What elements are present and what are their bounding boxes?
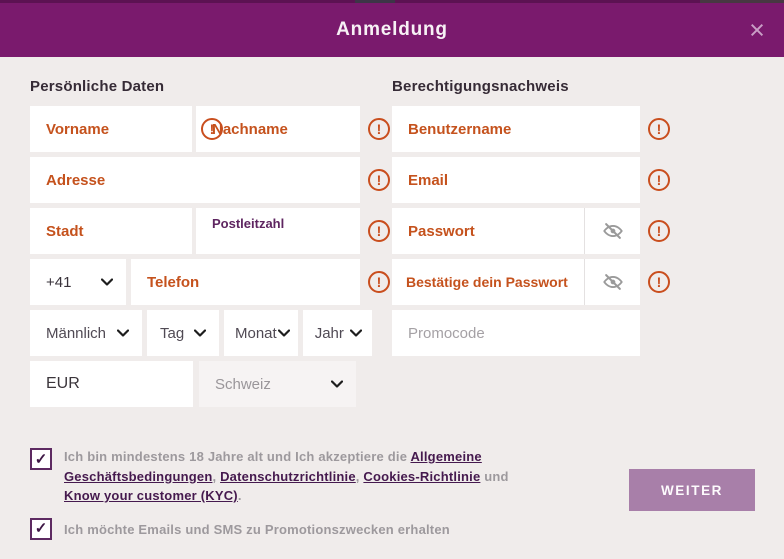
- day-select[interactable]: [147, 310, 219, 356]
- password-input[interactable]: [392, 208, 584, 254]
- email-row: [392, 157, 672, 203]
- city-input[interactable]: [30, 208, 192, 254]
- username-input[interactable]: [392, 106, 640, 152]
- close-icon: ×: [749, 14, 765, 45]
- link-kyc[interactable]: Know your customer (KYC): [64, 488, 238, 503]
- personal-data-heading: Persönliche Daten: [30, 78, 165, 95]
- terms-text: [64, 447, 546, 506]
- terms-separator: .: [237, 488, 242, 503]
- warning-icon: !: [368, 220, 390, 242]
- warning-icon: !: [648, 271, 670, 293]
- gender-dob-row: [30, 310, 392, 356]
- city-field: [30, 208, 192, 254]
- address-field: [30, 157, 360, 203]
- password-field: [392, 208, 640, 254]
- warning-icon: !: [648, 169, 670, 191]
- warning-icon: !: [201, 118, 223, 140]
- personal-data-section: [30, 78, 392, 412]
- confirm-password-field: [392, 259, 640, 305]
- username-row: [392, 106, 672, 152]
- phone-code-select[interactable]: [30, 259, 126, 305]
- marketing-checkbox[interactable]: [30, 518, 52, 540]
- gender-value: Männlich: [46, 324, 107, 342]
- terms-separator: ,: [212, 468, 221, 484]
- country-select[interactable]: [199, 361, 356, 407]
- terms-checkbox[interactable]: [30, 448, 52, 470]
- currency-input[interactable]: [30, 361, 193, 407]
- close-button[interactable]: [740, 13, 774, 47]
- promocode-field: [392, 310, 640, 356]
- day-value: Tag: [160, 324, 185, 342]
- credentials-heading: Berechtigungsnachweis: [392, 78, 569, 95]
- confirm-password-visibility-toggle[interactable]: [585, 259, 640, 305]
- promocode-input[interactable]: [392, 310, 640, 356]
- terms-text-prefix: Ich bin mindestens 18 Jahre alt und Ich akzeptiere die: [64, 449, 411, 464]
- chevron-down-icon: [101, 278, 113, 286]
- checkmark-icon: ✓: [34, 520, 48, 537]
- chevron-down-icon: [117, 329, 129, 337]
- address-row: [30, 157, 392, 203]
- confirm-password-input[interactable]: [392, 259, 584, 305]
- chevron-down-icon: [278, 329, 290, 337]
- marketing-consent-row: [30, 517, 605, 540]
- year-select[interactable]: [303, 310, 372, 356]
- warning-icon: !: [648, 118, 670, 140]
- currency-field[interactable]: [30, 361, 193, 407]
- phone-field: [131, 259, 360, 305]
- phone-code-value: +41: [46, 273, 72, 291]
- last-name-field: [196, 106, 360, 152]
- first-name-input[interactable]: [30, 106, 192, 152]
- modal-header: [0, 3, 784, 57]
- year-value: Jahr: [314, 324, 344, 342]
- username-field: [392, 106, 640, 152]
- chevron-down-icon: [331, 380, 343, 388]
- terms-consent-row: [30, 447, 605, 506]
- password-visibility-toggle[interactable]: [585, 208, 640, 254]
- warning-icon: !: [368, 271, 390, 293]
- link-terms[interactable]: Allgemeine Geschäftsbedingungen: [64, 449, 482, 484]
- phone-input[interactable]: [131, 259, 360, 305]
- first-name-field: [30, 106, 192, 152]
- chevron-down-icon: [350, 329, 362, 337]
- gender-select[interactable]: [30, 310, 142, 356]
- currency-country-row: [30, 361, 392, 407]
- eye-off-icon: [602, 271, 624, 293]
- link-privacy[interactable]: Datenschutzrichtlinie: [220, 468, 356, 484]
- terms-separator: und: [480, 468, 509, 484]
- phone-row: [30, 259, 392, 305]
- password-row: [392, 208, 672, 254]
- postal-code-field[interactable]: [196, 208, 360, 254]
- month-value: Monat: [235, 324, 277, 342]
- postal-code-label: Postleitzahl: [212, 216, 285, 231]
- warning-icon: !: [648, 220, 670, 242]
- warning-icon: !: [368, 169, 390, 191]
- email-field: [392, 157, 640, 203]
- consent-section: [30, 447, 605, 540]
- month-select[interactable]: [224, 310, 298, 356]
- checkmark-icon: ✓: [34, 450, 48, 468]
- eye-off-icon: [602, 220, 624, 242]
- city-postal-row: [30, 208, 392, 254]
- confirm-password-row: [392, 259, 672, 305]
- email-input[interactable]: [392, 157, 640, 203]
- country-value: Schweiz: [215, 375, 271, 393]
- modal-title: Anmeldung: [336, 19, 448, 40]
- chevron-down-icon: [194, 329, 206, 337]
- warning-icon: !: [368, 118, 390, 140]
- marketing-text: Ich möchte Emails und SMS zu Promotionszwecken erhalten: [64, 521, 450, 537]
- link-cookies[interactable]: Cookies-Richtlinie: [363, 468, 481, 484]
- promocode-row: [392, 310, 672, 356]
- terms-separator: ,: [355, 468, 364, 484]
- credentials-section: [392, 78, 672, 361]
- address-input[interactable]: [30, 157, 360, 203]
- weiter-button[interactable]: WEITER: [629, 469, 755, 511]
- name-row: [30, 106, 392, 152]
